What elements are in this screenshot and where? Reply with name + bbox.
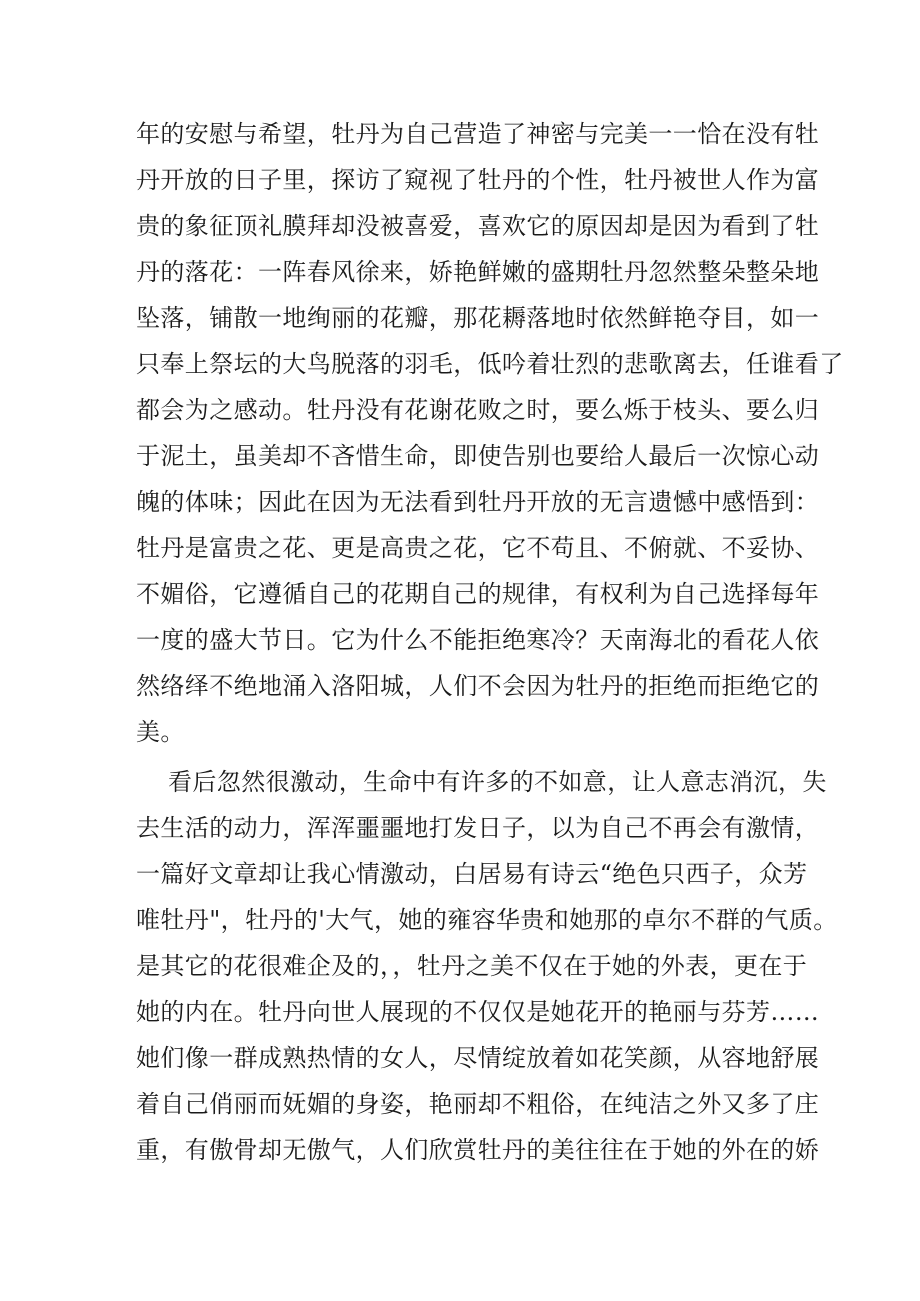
text-line: 丹的落花：一阵春风徐来，娇艳鲜嫩的盛期牡丹忽然整朵整朵地 [136, 258, 820, 286]
text-line: 唯牡丹"，牡丹的'大气，她的雍容华贵和她那的卓尔不群的气质。 [136, 906, 838, 934]
text-line: 坠落，铺散一地绚丽的花瓣，那花耨落地时依然鲜艳夺目，如一 [136, 304, 820, 332]
text-line: 美。 [136, 718, 185, 746]
text-line: 年的安慰与希望，牡丹为自己营造了神密与完美一一恰在没有牡 [136, 120, 820, 148]
text-line: 一度的盛大节日。它为什么不能拒绝寒冷？天南海北的看花人依 [136, 626, 820, 654]
text-line: 只奉上祭坛的大鸟脱落的羽毛，低吟着壮烈的悲歌离去，任谁看了 [136, 350, 844, 378]
text-line: 去生活的动力，浑浑噩噩地打发日子，以为自己不再会有激情， [136, 814, 820, 842]
text-line: 不媚俗，它遵循自己的花期自己的规律，有权利为自己选择每年 [136, 580, 820, 608]
text-line: 丹开放的日子里，探访了窥视了牡丹的个性，牡丹被世人作为富 [136, 166, 820, 194]
paragraph-first-line: 看后忽然很激动，生命中有许多的不如意，让人意志消沉，失 [168, 768, 827, 796]
text-line: 她的内在。牡丹向世人展现的不仅仅是她花开的艳丽与芬芳…… [136, 998, 820, 1026]
text-line: 魄的体味；因此在因为无法看到牡丹开放的无言遗憾中感悟到： [136, 488, 820, 516]
text-line: 牡丹是富贵之花、更是高贵之花，它不苟且、不俯就、不妥协、 [136, 534, 820, 562]
text-line: 她们像一群成熟热情的女人，尽情绽放着如花笑颜，从容地舒展 [136, 1044, 820, 1072]
text-line: 重，有傲骨却无傲气，人们欣赏牡丹的美往往在于她的外在的娇 [136, 1136, 820, 1164]
text-line: 着自己俏丽而妩媚的身姿，艳丽却不粗俗，在纯洁之外又多了庄 [136, 1090, 820, 1118]
text-line: 一篇好文章却让我心情激动，白居易有诗云“绝色只西子，众芳 [136, 860, 808, 888]
text-line: 贵的象征顶礼膜拜却没被喜爱，喜欢它的原因却是因为看到了牡 [136, 212, 820, 240]
text-line: 都会为之感动。牡丹没有花谢花败之时，要么烁于枝头、要么归 [136, 396, 820, 424]
text-line: 是其它的花很难企及的，，牡丹之美不仅在于她的外表，更在于 [136, 952, 808, 980]
text-line: 于泥土，虽美却不吝惜生命，即使告别也要给人最后一次惊心动 [136, 442, 820, 470]
text-line: 然络绎不绝地涌入洛阳城，人们不会因为牡丹的拒绝而拒绝它的 [136, 672, 820, 700]
